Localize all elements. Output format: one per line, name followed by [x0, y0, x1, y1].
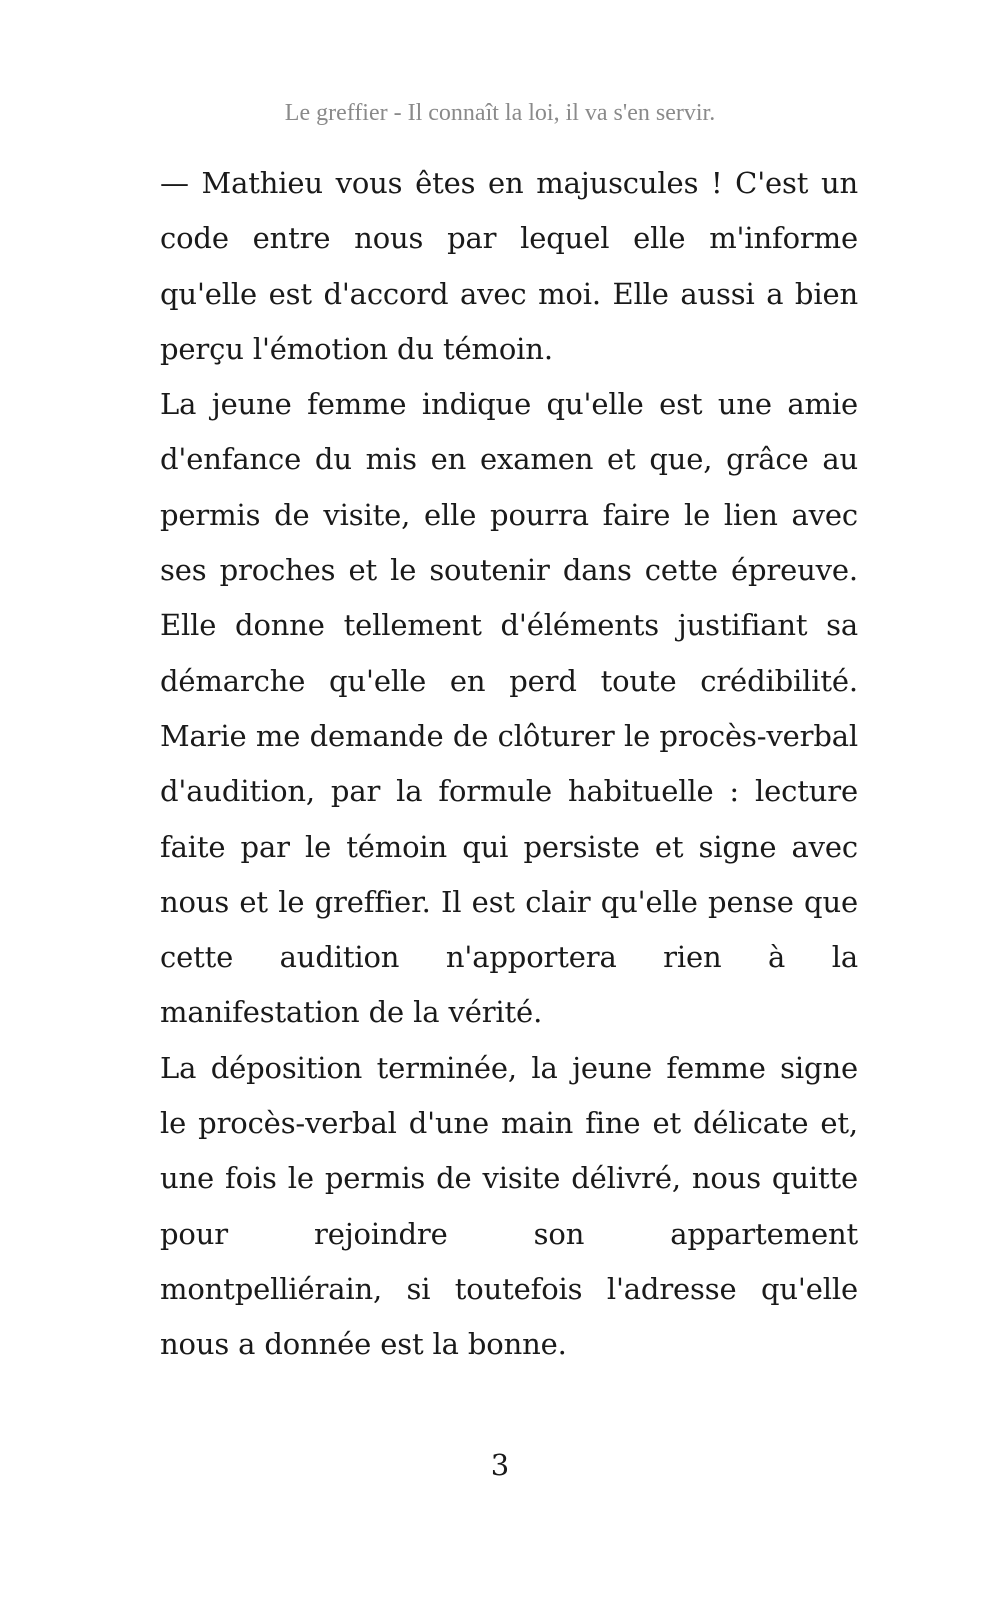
paragraph: La déposition terminée, la jeune femme signe le procès-verbal d'une main fine et délicate et, une fois le permis de visite délivré, nous quitte pour rejoindre son appartement montpelliérain, si toutefois l'adresse qu'elle nous a donnée est la bonne. — [160, 1050, 858, 1362]
page-number: 3 — [490, 1448, 510, 1482]
running-header: Le greffier - Il connaît la loi, il va s'en servir. — [284, 100, 716, 126]
paragraph: — Mathieu vous êtes en majuscules ! C'est un code entre nous par lequel elle m'informe qu'elle est d'accord avec moi. Elle aussi a bien perçu l'émotion du témoin. — [160, 166, 858, 366]
paragraph: La jeune femme indique qu'elle est une amie d'enfance du mis en examen et que, grâce au permis de visite, elle pourra faire le lien avec ses proches et le soutenir dans cette épreuve. Elle donne tellement d'éléments justifiant sa démarche qu'elle en perd toute crédibilité. Marie me demande de clôturer le procès-verbal d'audition, par la formule habituelle : lecture faite par le témoin qui persiste et signe avec nous et le greffier. Il est clair qu'elle pense que cette audition n'apportera rien à la manifestation de la vérité. — [160, 387, 858, 1030]
page-body — [160, 156, 858, 1373]
